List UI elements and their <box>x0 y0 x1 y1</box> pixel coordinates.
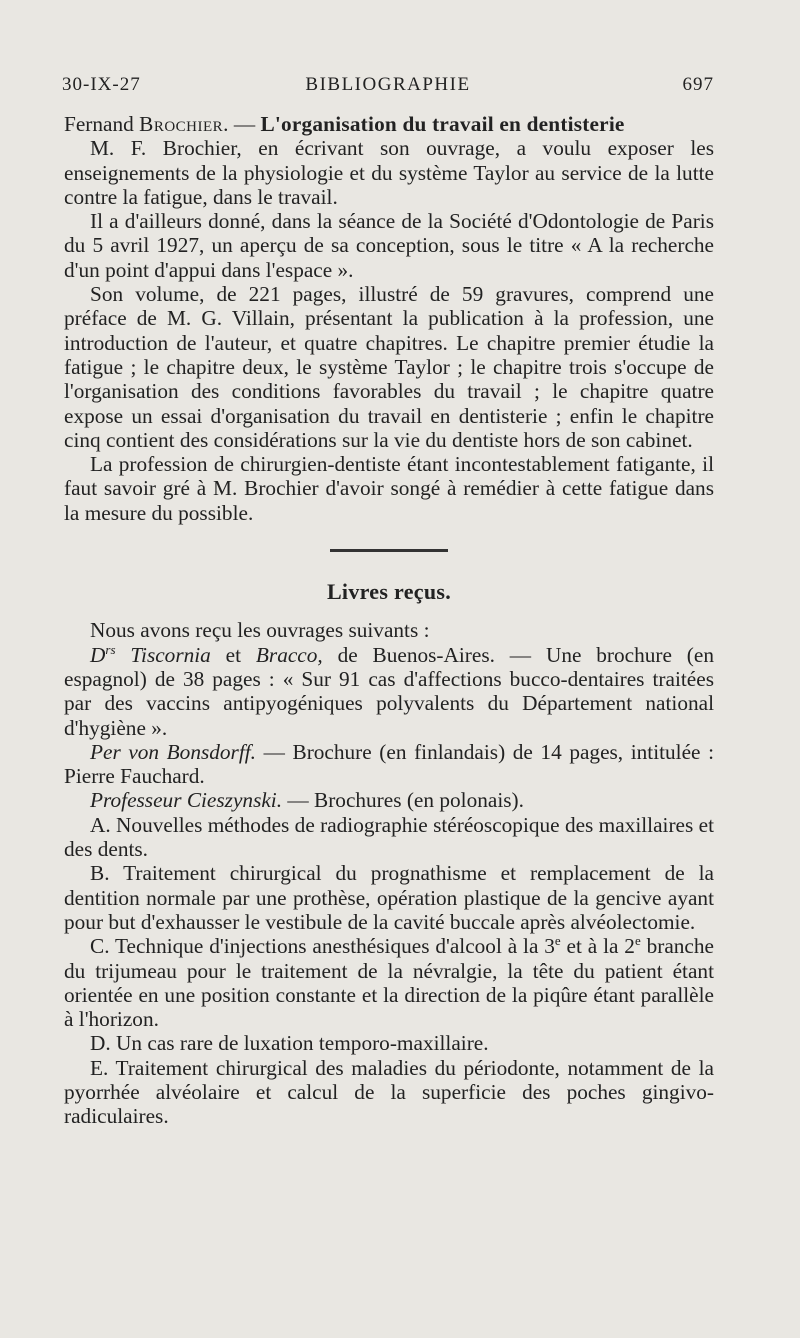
review-paragraph: Son volume, de 221 pages, illustré de 59 gravures, comprend une préface de M. G. Villain, présentant la publication à la profession, une introduction de l'auteur, et quatre chapitres. Le chapitre premier étudie la fatigue ; le chapitre deux, le système Taylor ; le chapitre trois s'occupe de l'organisation des conditions favorables du travail ; le chapitre quatre expose un essai d'organisation du travail en dentisterie ; enfin le chapitre cinq contient des considérations sur la vie du dentiste hors de son cabinet. <box>64 282 714 452</box>
book-entry-cieszynski <box>64 788 714 812</box>
entry-author-name: Tiscornia <box>115 642 211 667</box>
book-entry-tiscornia: $D^{rs}$ Tiscornia et Bracco, de Buenos-Aires. — Une brochure (en espagnol) de 38 pages : « Sur 91 cas d'affections bucco-dentaires traitées par des vaccins antipyogéniques polyvalents du Département national d'hygiène ». <box>64 641 714 740</box>
entry-author-name: Bracco, <box>255 642 323 667</box>
header-section: BIBLIOGRAPHIE <box>305 74 471 95</box>
entry-text: — Brochures (en polonais). <box>282 788 524 813</box>
page-body <box>64 112 714 1129</box>
section-divider <box>330 549 448 552</box>
brochure-item-a: A. Nouvelles méthodes de radiographie stéréoscopique des maxillaires et des dents. <box>64 812 714 862</box>
entry-author-name: Per von Bonsdorff. <box>90 739 257 764</box>
review-title-line <box>64 112 714 136</box>
entry-text: de Buenos-Aires. — Une brochure (en espagnol) de 38 pages : « Sur 91 cas d'affections bucco-dentaires traitées par des vaccins antipyogéniques polyvalents du Département national d'hygiène ». <box>64 642 714 740</box>
brochure-item-e: E. Traitement chirurgical des maladies du périodonte, notamment de la pyorrhée alvéolaire et calcul de la superficie des poches gingivo-radiculaires. <box>64 1055 714 1129</box>
review-paragraph: La profession de chirurgien-dentiste étant incontestablement fatigante, il faut savoir gré à M. Brochier d'avoir songé à remédier à cette fatigue dans la mesure du possible. <box>64 452 714 525</box>
brochure-item-d: D. Un cas rare de luxation temporo-maxillaire. <box>90 1031 489 1056</box>
entry-doctors-abbrev: $D^{rs}$ <box>90 641 116 667</box>
page-number: 697 <box>682 74 714 95</box>
header-date: 30-IX-27 <box>62 74 141 95</box>
brochure-item-b: B. Traitement chirurgical du prognathisme et remplacement de la dentition normale par une prothèse, opération plastique de la gencive ayant pour but d'exhausser le vestibule de la cavité buccale après alvéolectomie. <box>64 861 714 934</box>
brochure-item-c: C. Technique d'injections anesthésiques d'alcool à la 3e et à la 2e branche du trijumeau pour le traitement de la névralgie, la tête du patient étant orientée en une position constante et la direction de la piqûre étant parallèle à l'horizon. <box>64 933 714 1032</box>
review-paragraph: M. F. Brochier, en écrivant son ouvrage, a voulu exposer les enseignements de la physiologie et du système Taylor au service de la lutte contre la fatigue, dans le travail. <box>64 136 714 209</box>
review-title: L'organisation du travail en dentisterie <box>260 112 625 136</box>
books-heading: Livres reçus. <box>326 579 452 605</box>
review-author-first: Fernand <box>64 112 140 136</box>
entry-text: — Brochure (en finlandais) de 14 pages, intitulée : Pierre Fauchard. <box>64 739 715 789</box>
entry-author-name: Professeur Cieszynski. <box>90 788 283 813</box>
review-dash: . — <box>223 112 261 136</box>
review-paragraph: Il a d'ailleurs donné, dans la séance de la Société d'Odontologie de Paris du 5 avril 1927, un aperçu de sa conception, sous le titre « A la recherche d'un point d'appui dans l'espace ». <box>64 209 714 282</box>
book-entry-bonsdorff <box>64 740 714 789</box>
review-author-last: Brochier <box>139 112 224 136</box>
books-intro: Nous avons reçu les ouvrages suivants : <box>90 618 430 643</box>
